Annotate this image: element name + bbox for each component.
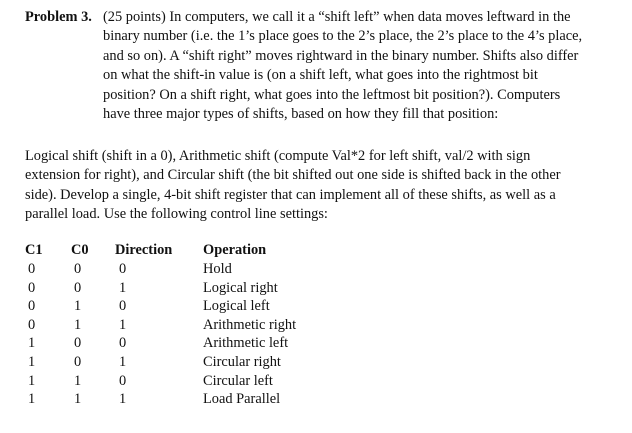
- cell-c1: 1: [28, 391, 36, 408]
- cell-operation: Circular right: [203, 353, 281, 370]
- cell-direction: 1: [119, 316, 127, 333]
- cell-operation: Load Parallel: [203, 391, 281, 408]
- cell-direction: 1: [119, 353, 127, 370]
- table-row: [23, 279, 403, 298]
- problem-line: have three major types of shifts, based on how they fill that position:: [103, 106, 499, 123]
- header-operation: Operation: [203, 241, 267, 258]
- cell-c0: 0: [74, 335, 82, 352]
- cell-c1: 0: [28, 316, 36, 333]
- table-row: [23, 372, 403, 391]
- problem-line: binary number (i.e. the 1’s place goes to the 2’s place, the 2’s place to the 4’s place,: [103, 28, 583, 45]
- cell-operation: Circular left: [203, 372, 273, 389]
- paragraph-line: Logical shift (shift in a 0), Arithmetic shift (compute Val*2 for left shift, val/2 with sign: [25, 148, 531, 164]
- cell-direction: 0: [119, 298, 127, 315]
- problem-line: on what the shift-in value is (on a shift left, what goes into the rightmost bit: [103, 67, 538, 84]
- problem-label: Problem 3.: [25, 9, 92, 25]
- table-row: [23, 260, 403, 279]
- cell-c0: 0: [74, 279, 82, 296]
- problem-line: and so on). A “shift right” moves rightward in the binary number. Shifts also differ: [103, 47, 579, 64]
- cell-c0: 1: [74, 372, 82, 389]
- header-c1: C1: [25, 241, 43, 258]
- paragraph-line: extension for right), and Circular shift (the bit shifted out one side is shifted back in the other: [25, 167, 561, 184]
- cell-direction: 0: [119, 335, 127, 352]
- cell-direction: 1: [119, 279, 127, 296]
- table-header-row: [23, 240, 403, 260]
- cell-operation: Arithmetic left: [203, 335, 289, 352]
- problem-line: position? On a shift right, what goes into the leftmost bit position?). Computers: [103, 86, 561, 103]
- table-header: [23, 240, 403, 260]
- table-row: [23, 334, 403, 353]
- header-c0: C0: [71, 241, 89, 258]
- cell-operation: Logical right: [203, 279, 278, 296]
- cell-direction: 0: [119, 372, 127, 389]
- table-row: [23, 297, 403, 316]
- cell-direction: 1: [119, 391, 127, 408]
- control-settings-table: [23, 240, 403, 409]
- table-body: [23, 260, 403, 409]
- cell-operation: Hold: [203, 261, 232, 277]
- table-row: [23, 316, 403, 335]
- header-direction: Direction: [115, 241, 173, 258]
- cell-c1: 0: [28, 298, 36, 315]
- paragraph-line: parallel load. Use the following control line settings:: [25, 206, 328, 223]
- problem-text: [103, 8, 625, 124]
- problem-line: (25 points) In computers, we call it a “shift left” when data moves leftward in the: [103, 9, 571, 25]
- paragraph-line: side). Develop a single, 4-bit shift register that can implement all of these shifts, as well as a: [25, 186, 556, 203]
- cell-c0: 0: [74, 353, 82, 370]
- cell-c1: 1: [28, 335, 36, 352]
- cell-c1: 1: [28, 353, 36, 370]
- cell-direction: 0: [119, 261, 127, 277]
- cell-c1: 0: [28, 261, 36, 277]
- cell-c1: 1: [28, 372, 36, 389]
- cell-operation: Logical left: [203, 298, 270, 315]
- cell-c0: 1: [74, 391, 82, 408]
- cell-operation: Arithmetic right: [203, 316, 297, 333]
- problem-statement: [25, 8, 625, 124]
- cell-c0: 0: [74, 261, 82, 277]
- table-row: [23, 390, 403, 409]
- cell-c0: 1: [74, 316, 82, 333]
- table-row: [23, 353, 403, 372]
- problem-block: [25, 8, 625, 124]
- cell-c0: 1: [74, 298, 82, 315]
- cell-c1: 0: [28, 279, 36, 296]
- shift-description-paragraph: [25, 147, 615, 225]
